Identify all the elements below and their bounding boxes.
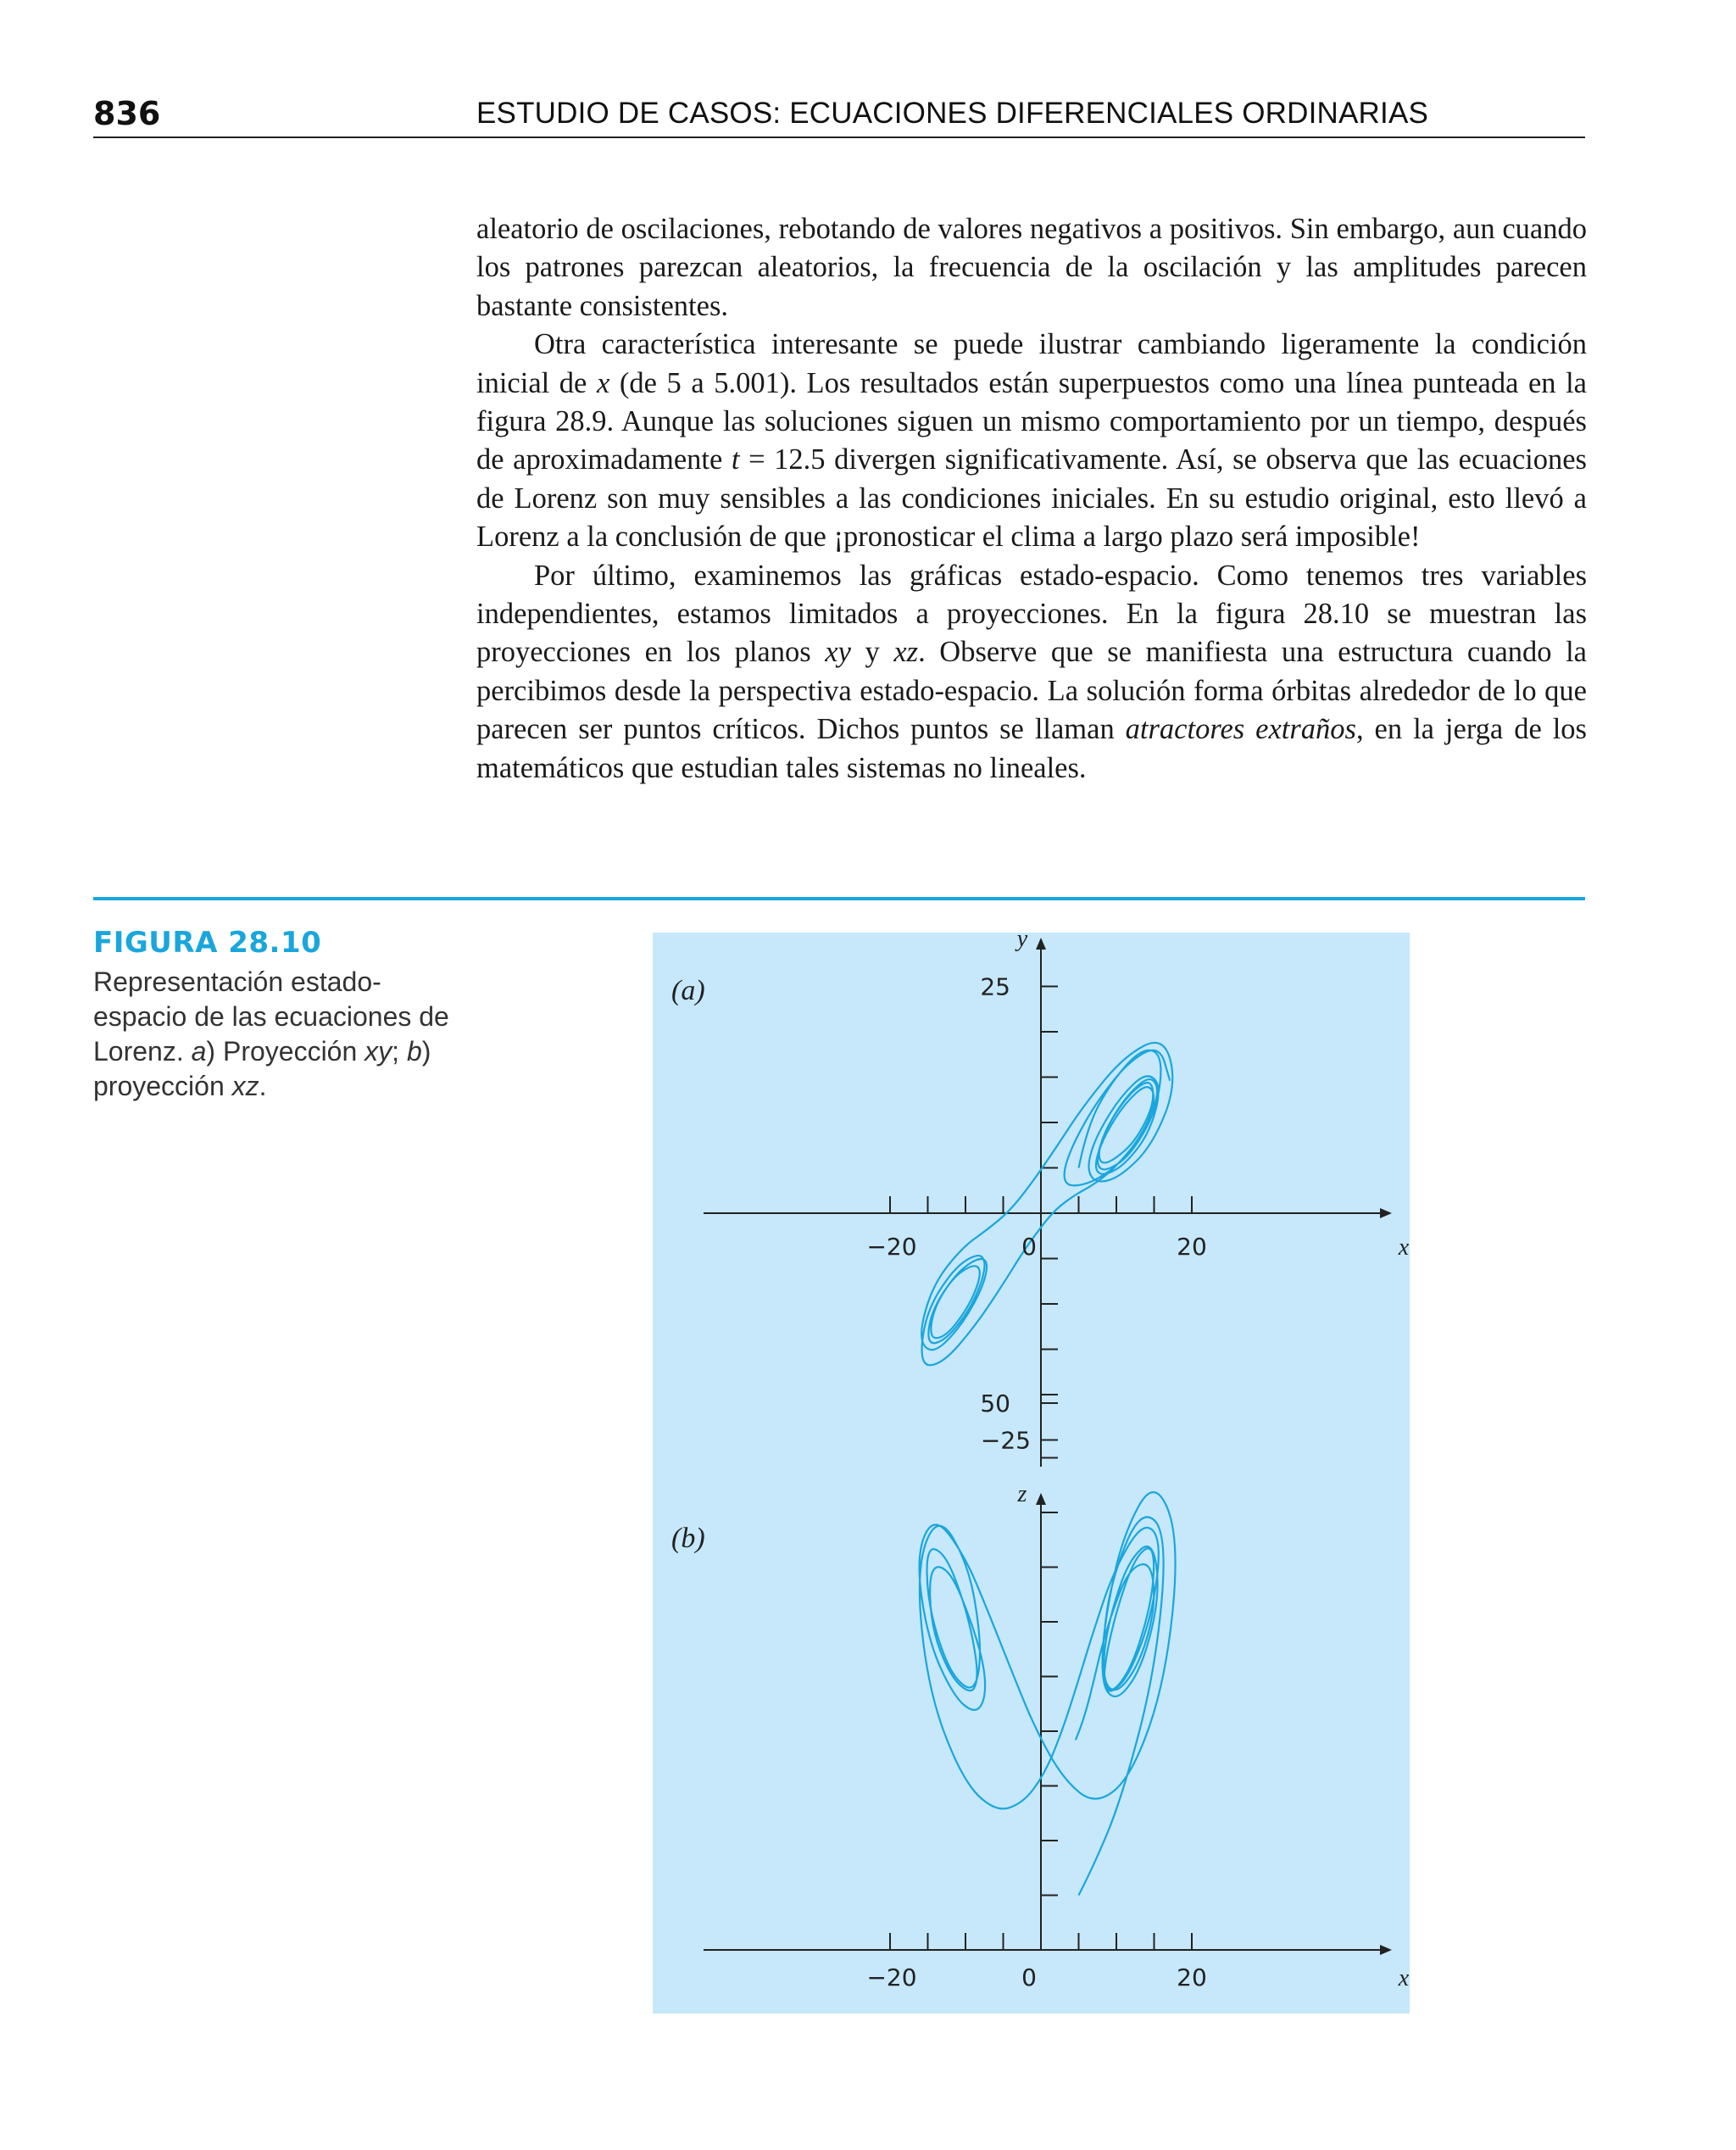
x-axis-label: x xyxy=(1398,1234,1410,1261)
y-tick-label: 50 xyxy=(980,1390,1010,1418)
p3-part-d: , en la jerga de los matemáticos que estudian tales sistemas no lineales. xyxy=(476,713,1587,784)
paragraph-1: aleatorio de oscilaciones, rebotando de valores negativos a positivos. Sin embargo, aun cuando los patrones parezcan aleatorios, la frecuencia de la oscilación y las amplitudes parecen bastante consistentes. xyxy=(476,213,1587,322)
x-tick-label: 0 xyxy=(1021,1963,1037,1991)
x-axis-arrow xyxy=(1380,1945,1392,1955)
p2-part-c: = 12.5 divergen significativamente. Así, se observa que las ecuaciones de Lorenz son muy sensibles a las condiciones iniciales. En su estudio original, esto llevó a Lorenz a la conclusión de que ¡pronosticar el clima a largo plazo será imposible! xyxy=(476,443,1587,554)
body-text xyxy=(476,210,1587,788)
caption-a: a xyxy=(191,1036,207,1067)
p3-part-b: y xyxy=(850,636,894,669)
p2-var-t: t xyxy=(731,443,740,476)
x-tick-label: −20 xyxy=(866,1233,917,1261)
page-number: 836 xyxy=(93,95,161,132)
caption-xz: xz xyxy=(231,1071,259,1101)
p3-var-xz: xz xyxy=(893,636,919,669)
p2-part-a: Otra característica interesante se puede ilustrar cambiando ligeramente la condición inicial de xyxy=(476,328,1587,399)
plot-xy xyxy=(704,938,1392,1467)
p2-var-x: x xyxy=(596,366,610,399)
caption-part-5: . xyxy=(259,1071,267,1101)
caption-part-1: Representación estado-espacio de las ecuaciones de Lorenz. xyxy=(93,966,449,1067)
paragraph-3 xyxy=(476,557,1587,788)
caption-part-3: ; xyxy=(392,1036,407,1067)
x-tick-label: −20 xyxy=(866,1963,917,1991)
running-title: ESTUDIO DE CASOS: ECUACIONES DIFERENCIALES ORDINARIAS xyxy=(476,97,1429,130)
caption-part-4: ) proyección xyxy=(93,1036,431,1101)
p3-part-c: . Observe que se manifiesta una estructura cuando la percibimos desde la perspectiva estado-espacio. La solución forma órbitas alrededor de lo que parecen ser puntos críticos. Dichos puntos se llaman xyxy=(476,636,1587,746)
y-axis-label: z xyxy=(1017,1481,1027,1507)
header-rule xyxy=(93,136,1585,138)
x-tick-label: 0 xyxy=(1021,1233,1037,1261)
figure-panel xyxy=(653,933,1410,2014)
x-tick-label: 20 xyxy=(1177,1233,1207,1261)
figure-caption xyxy=(93,965,449,1104)
p3-emphasis: atractores extraños xyxy=(1125,713,1356,746)
p3-part-a: Por último, examinemos las gráficas estado-espacio. Como tenemos tres variables independientes, estamos limitados a proyecciones. En la figura 28.10 se muestran las proyecciones en los planos xyxy=(476,559,1587,669)
p3-var-xy: xy xyxy=(825,636,851,669)
y-axis-label: y xyxy=(1016,933,1028,952)
x-tick-label: 20 xyxy=(1177,1963,1207,1991)
trajectory-xy xyxy=(921,1043,1172,1365)
lorenz-plots xyxy=(653,933,1410,2014)
caption-part-2: ) Proyección xyxy=(206,1036,365,1067)
paragraph-2 xyxy=(476,326,1587,556)
y-axis-arrow xyxy=(1036,1493,1046,1505)
figure-rule xyxy=(93,897,1585,900)
y-tick-label: 25 xyxy=(980,972,1010,1001)
caption-b: b xyxy=(406,1036,422,1067)
y-axis-arrow xyxy=(1036,938,1046,950)
y-tick-label: −25 xyxy=(980,1426,1031,1455)
p2-part-b: (de 5 a 5.001). Los resultados están superpuestos como una línea punteada en la figura 28.9. Aunque las soluciones siguen un mismo comportamiento por un tiempo, después de aproximadamente xyxy=(476,366,1587,476)
x-axis-arrow xyxy=(1380,1208,1392,1218)
caption-xy: xy xyxy=(364,1036,392,1067)
figure-label: FIGURA 28.10 xyxy=(93,926,322,960)
trajectory-xz xyxy=(920,1492,1176,1895)
x-axis-label: x xyxy=(1398,1965,1410,1991)
panel-label: (a) xyxy=(671,975,705,1006)
plot-xz xyxy=(704,1403,1392,1955)
panel-label: (b) xyxy=(671,1523,705,1554)
